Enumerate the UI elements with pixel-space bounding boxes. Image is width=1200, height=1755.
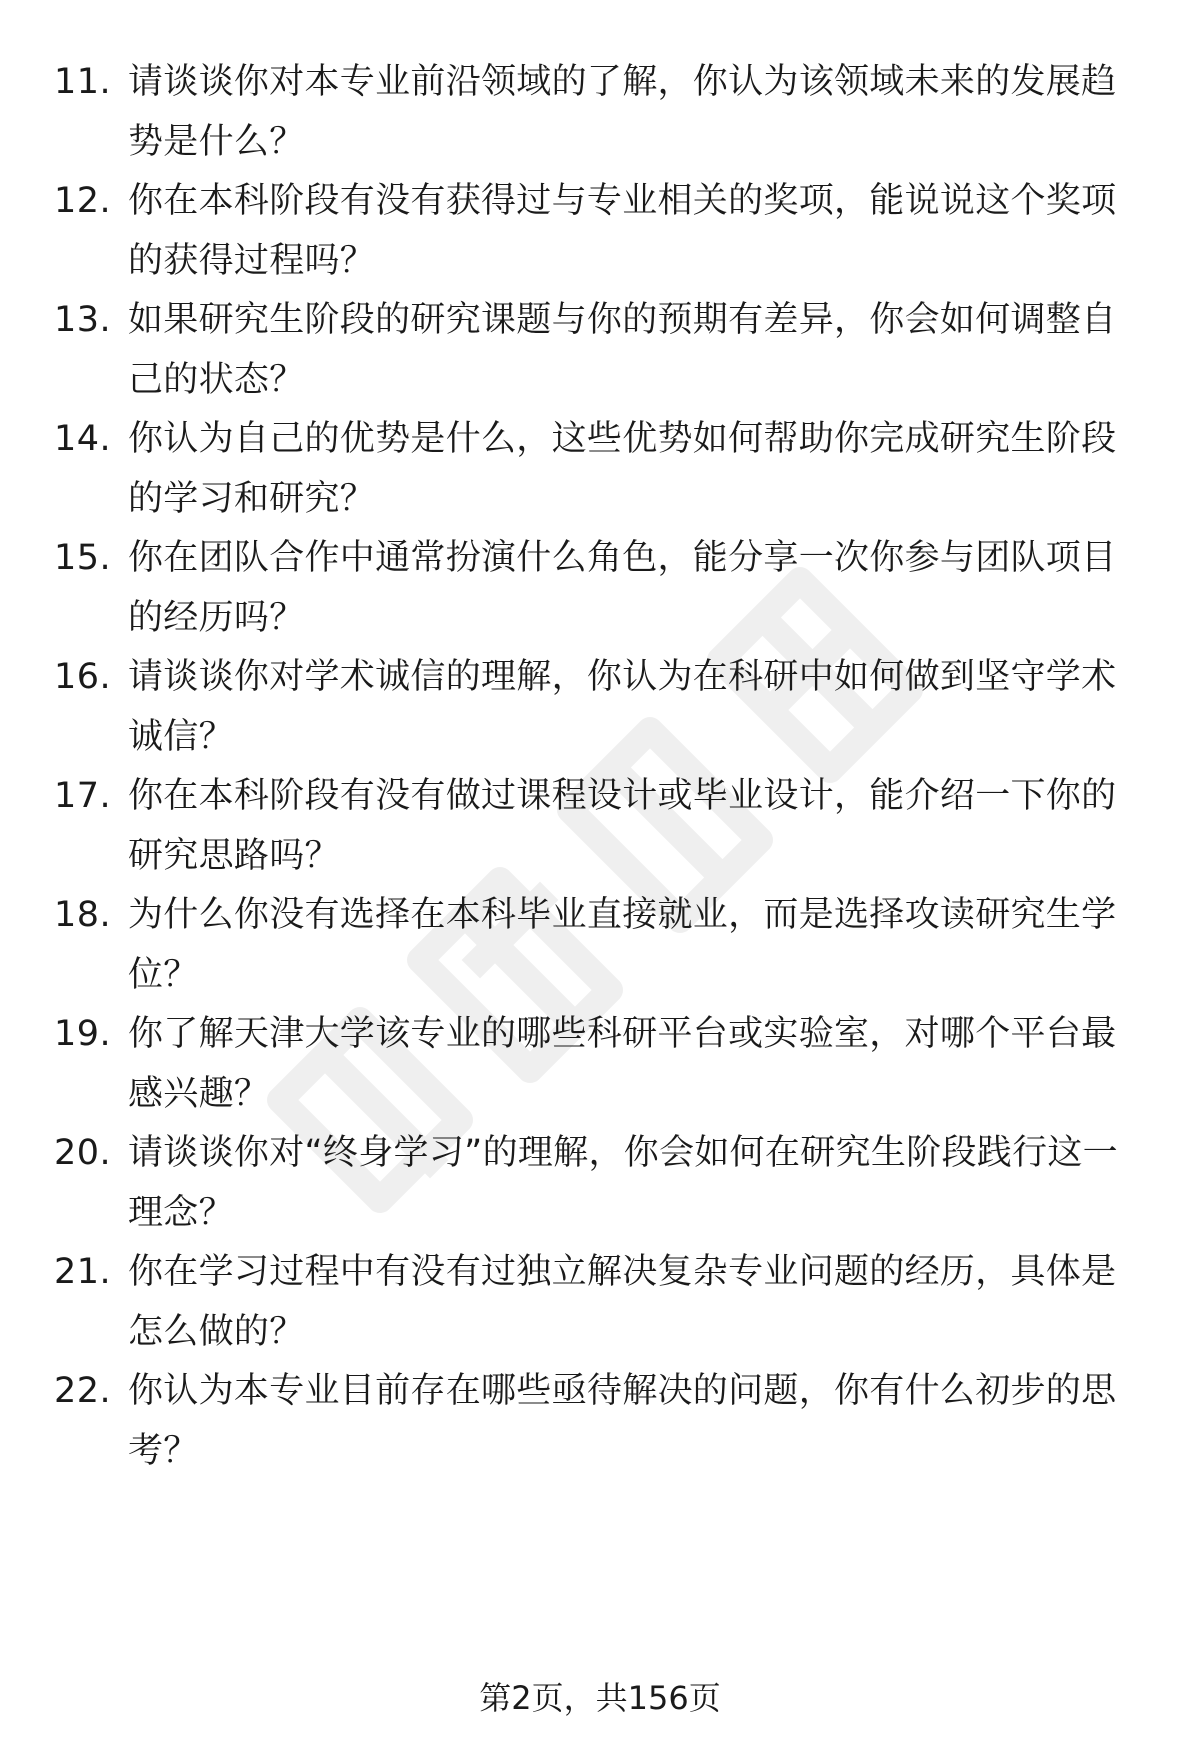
question-text: 你在本科阶段有没有做过课程设计或毕业设计，能介绍一下你的研究思路吗？ — [128, 776, 1117, 876]
question-number: 20. — [54, 1133, 112, 1173]
question-item — [0, 1361, 1200, 1481]
question-text: 请谈谈你对“终身学习”的理解，你会如何在研究生阶段践行这一理念？ — [128, 1133, 1118, 1233]
question-number: 22. — [54, 1371, 112, 1411]
question-number: 21. — [54, 1252, 112, 1292]
question-number: 14. — [54, 419, 112, 459]
question-item — [0, 1004, 1200, 1124]
question-item — [0, 171, 1200, 291]
question-text: 你在学习过程中有没有过独立解决复杂专业问题的经历，具体是怎么做的？ — [128, 1252, 1117, 1352]
question-item — [0, 885, 1200, 1005]
question-number: 13. — [54, 300, 112, 340]
question-item — [0, 528, 1200, 648]
question-item — [0, 1123, 1200, 1243]
page-number-footer: 第2页，共156页 — [479, 1679, 721, 1717]
question-number: 18. — [54, 895, 112, 935]
question-text: 请谈谈你对学术诚信的理解，你认为在科研中如何做到坚守学术诚信？ — [128, 657, 1117, 757]
question-number: 17. — [54, 776, 112, 816]
question-item — [0, 766, 1200, 886]
question-item — [0, 409, 1200, 529]
question-text: 你在本科阶段有没有获得过与专业相关的奖项，能说说这个奖项的获得过程吗？ — [128, 181, 1117, 281]
question-text: 你认为自己的优势是什么，这些优势如何帮助你完成研究生阶段的学习和研究？ — [128, 419, 1117, 519]
question-item — [0, 52, 1200, 172]
question-item — [0, 290, 1200, 410]
question-number: 11. — [54, 62, 112, 102]
question-number: 19. — [54, 1014, 112, 1054]
question-number: 15. — [54, 538, 112, 578]
question-item — [0, 1242, 1200, 1362]
question-text: 你在团队合作中通常扮演什么角色，能分享一次你参与团队项目的经历吗？ — [128, 538, 1117, 638]
question-text: 如果研究生阶段的研究课题与你的预期有差异，你会如何调整自己的状态？ — [128, 300, 1117, 400]
question-number: 16. — [54, 657, 112, 697]
question-text: 请谈谈你对本专业前沿领域的了解，你认为该领域未来的发展趋势是什么？ — [128, 62, 1117, 162]
question-text: 你了解天津大学该专业的哪些科研平台或实验室，对哪个平台最感兴趣？ — [128, 1014, 1117, 1114]
question-text: 你认为本专业目前存在哪些亟待解决的问题，你有什么初步的思考？ — [128, 1371, 1117, 1471]
question-item — [0, 647, 1200, 767]
question-text: 为什么你没有选择在本科毕业直接就业，而是选择攻读研究生学位？ — [128, 895, 1117, 995]
question-number: 12. — [54, 181, 112, 221]
